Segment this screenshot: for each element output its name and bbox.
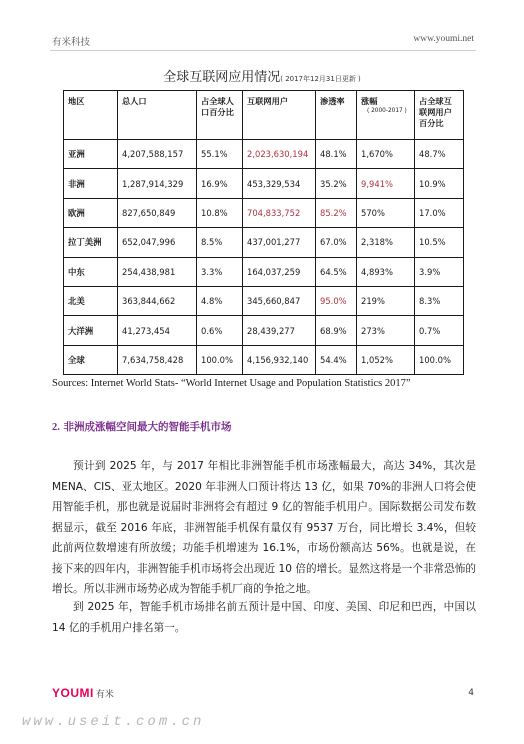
region-cell: 非洲 [64, 169, 118, 198]
column-header-label: 总人口 [122, 96, 147, 106]
table-row [64, 345, 464, 374]
company-name: 有米科技 [52, 37, 91, 48]
table-cell: 4,207,588,157 [118, 140, 197, 169]
table-cell: 570% [357, 198, 415, 227]
column-header-label: 渗透率 [320, 96, 345, 106]
table-cell: 48.1% [316, 140, 357, 169]
table-title [0, 66, 524, 85]
table-header-row [64, 91, 464, 140]
table-row [64, 169, 464, 198]
youmi-logo [52, 686, 114, 700]
table-cell: 1,670% [357, 140, 415, 169]
table-cell: 4,156,932,140 [243, 345, 316, 374]
logo-mark: YOUMI [52, 686, 94, 700]
table-row [64, 286, 464, 315]
table-cell: 28,439,277 [243, 316, 316, 345]
column-header-label: 地区 [68, 96, 85, 106]
website-link[interactable]: www.youmi.net [413, 34, 474, 44]
table-cell: 273% [357, 316, 415, 345]
region-cell: 亚洲 [64, 140, 118, 169]
region-cell: 全球 [64, 345, 118, 374]
column-header-label: 占全球人口百分比 [201, 96, 234, 117]
table-cell: 3.9% [415, 257, 464, 286]
table-cell: 10.5% [415, 228, 464, 257]
table-cell: 41,273,454 [118, 316, 197, 345]
header-divider [50, 50, 476, 51]
table-cell: 8.3% [415, 286, 464, 315]
column-header-label: 涨幅 [361, 96, 378, 106]
table-cell: 345,660,847 [243, 286, 316, 315]
paragraph: 预计到 2025 年，与 2017 年相比非洲智能手机市场涨幅最大，高达 34%，其次是 MENA、CIS、亚太地区。2020 年非洲人口预计将达 13 亿，如果 70%的非洲人口将会使用智能手机，那也就是说届时非洲将会有超过 9 亿的智能手机用户。国际数据公司发布数据显示，截至 2016 年底，非洲智能手机保有量仅有 9537 万台，同比增长 3.4%，但较此前两位数增速有所放缓；功能手机增速为 16.1%，市场份额高达 56%。也就是说，在接下来的四年内，非洲智能手机市场将会出现近 10 倍的增长。显然这将是一个非常恐怖的增长。所以非洲市场势必成为智能手机厂商的争抢之地。 [52, 460, 476, 595]
table-cell: 3.3% [197, 257, 243, 286]
region-cell: 中东 [64, 257, 118, 286]
table-cell: 437,001,277 [243, 228, 316, 257]
table-cell: 2,023,630,194 [243, 140, 316, 169]
table-cell: 219% [357, 286, 415, 315]
table-title-date: ( 2017年12月31日更新 ) [280, 75, 361, 83]
table-cell: 164,037,259 [243, 257, 316, 286]
column-header [316, 91, 357, 140]
table-cell: 254,438,981 [118, 257, 197, 286]
column-header [415, 91, 464, 140]
column-header [64, 91, 118, 140]
table-cell: 0.6% [197, 316, 243, 345]
table-cell: 0.7% [415, 316, 464, 345]
region-cell: 大洋洲 [64, 316, 118, 345]
watermark: www.useit.com.cn [22, 714, 205, 730]
column-header [118, 91, 197, 140]
paragraph: 到 2025 年，智能手机市场排名前五预计是中国、印度、美国、印尼和巴西，中国以 14 亿的手机用户排名第一。 [52, 601, 476, 634]
table-cell: 4.8% [197, 286, 243, 315]
logo-cn-text: 有米 [95, 689, 114, 700]
internet-stats-table [63, 90, 464, 375]
table-row [64, 228, 464, 257]
table-cell: 4,893% [357, 257, 415, 286]
table-cell: 1,052% [357, 345, 415, 374]
table-cell: 652,047,996 [118, 228, 197, 257]
table-cell: 8.5% [197, 228, 243, 257]
table-cell: 68.9% [316, 316, 357, 345]
column-header [197, 91, 243, 140]
region-cell: 欧洲 [64, 198, 118, 227]
table-cell: 9,941% [357, 169, 415, 198]
table-cell: 100.0% [197, 345, 243, 374]
column-header [243, 91, 316, 140]
table-cell: 17.0% [415, 198, 464, 227]
table-cell: 67.0% [316, 228, 357, 257]
table-cell: 827,650,849 [118, 198, 197, 227]
table-row [64, 198, 464, 227]
table-cell: 35.2% [316, 169, 357, 198]
table-cell: 2,318% [357, 228, 415, 257]
region-cell: 北美 [64, 286, 118, 315]
table-cell: 100.0% [415, 345, 464, 374]
table-cell: 10.8% [197, 198, 243, 227]
section-title: 非洲成涨幅空间最大的智能手机市场 [63, 421, 232, 433]
table-cell: 95.0% [316, 286, 357, 315]
table-cell: 85.2% [316, 198, 357, 227]
page-number: 4 [468, 688, 474, 698]
table-cell: 704,833,752 [243, 198, 316, 227]
table-cell: 7,634,758,428 [118, 345, 197, 374]
table-cell: 54.4% [316, 345, 357, 374]
section-heading [52, 419, 232, 434]
table-cell: 48.7% [415, 140, 464, 169]
column-header-note: ( 2000-2017 ) [367, 108, 407, 114]
table-row [64, 140, 464, 169]
table-cell: 363,844,662 [118, 286, 197, 315]
table-title-text: 全球互联网应用情况 [163, 70, 281, 85]
region-cell: 拉丁美洲 [64, 228, 118, 257]
table-cell: 16.9% [197, 169, 243, 198]
column-header [357, 91, 415, 140]
section-number: 2. [52, 422, 60, 433]
column-header-label: 占全球互联网用户百分比 [419, 96, 452, 128]
column-header-label: 互联网用户 [247, 96, 288, 106]
table-row [64, 257, 464, 286]
table-row [64, 316, 464, 345]
table-cell: 64.5% [316, 257, 357, 286]
table-cell: 453,329,534 [243, 169, 316, 198]
table-cell: 1,287,914,329 [118, 169, 197, 198]
table-cell: 55.1% [197, 140, 243, 169]
sources-note: Sources: Internet World Stats- “World Internet Usage and Population Statistics 2017” [52, 378, 411, 389]
table-cell: 10.9% [415, 169, 464, 198]
table-body [64, 140, 464, 375]
